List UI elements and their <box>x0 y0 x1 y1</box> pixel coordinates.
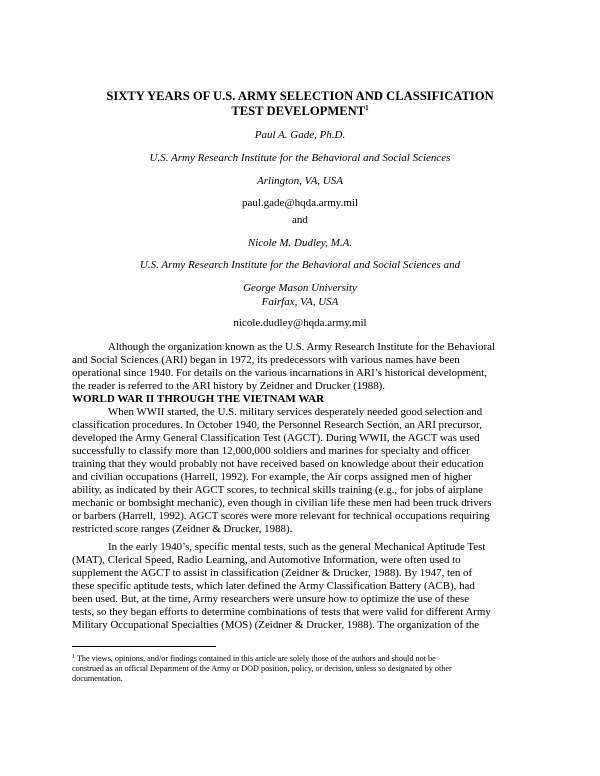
footnote-marker: 1 <box>72 654 75 660</box>
intro-paragraph <box>72 341 532 393</box>
author2-affiliation-1: U.S. Army Research Institute for the Behavioral and Social Sciences and <box>139 259 461 271</box>
footnote-text: The views, opinions, and/or findings contained in this article are solely those of the authors and should not be <box>75 654 436 663</box>
paragraph-line: developed the Army General Classification Test (AGCT). During WWII, the AGCT was used <box>72 432 480 444</box>
paragraph-line: tests, so they began efforts to determine combinations of tests that were valid for different Army <box>72 606 491 618</box>
footnote-line: construed as an official Department of the Army or DOD position, policy, or decision, unless so designated by other <box>72 664 452 674</box>
paragraph-line: ability, as indicated by their AGCT scores, to technical skills training (e.g., for jobs of airplane <box>72 484 484 496</box>
paragraph-line: classification procedures. In October 1940, the Personnel Research Section, an ARI precursor, <box>72 419 482 431</box>
footnote-line: documentation. <box>72 674 123 684</box>
and-separator: and <box>292 214 308 226</box>
paragraph-line: In the early 1940’s, specific mental tests, such as the general Mechanical Aptitude Test <box>108 541 486 553</box>
author2-affiliation-2: George Mason University <box>243 282 357 294</box>
intro-line: the reader is referred to the ARI history by Zeidner and Drucker (1988). <box>72 380 385 392</box>
document-title <box>60 89 540 118</box>
author1-affiliation: U.S. Army Research Institute for the Behavioral and Social Sciences <box>149 152 451 164</box>
paragraph-1 <box>72 406 532 536</box>
footnote <box>72 654 532 685</box>
paragraph-line: When WWII started, the U.S. military services desperately needed good selection and <box>108 406 483 418</box>
paragraph-line: been used. But, at the time, Army researchers were unsure how to optimize the use of these <box>72 593 470 605</box>
intro-line: and Social Sciences (ARI) began in 1972, its predecessors with various names have been <box>72 354 460 366</box>
paragraph-line: mechanic or bombsight mechanic), even though in civilian life these men had been truck drivers <box>72 497 492 509</box>
footnote-divider <box>72 646 216 647</box>
section-heading: WORLD WAR II THROUGH THE VIETNAM WAR <box>72 393 325 405</box>
paragraph-line: restricted score ranges (Zeidner & Drucker, 1988). <box>72 523 293 535</box>
author2-location: Fairfax, VA, USA <box>261 296 339 308</box>
paragraph-line: (MAT), Clerical Speed, Radio Learning, and Automotive Information, were often used to <box>72 554 461 566</box>
paragraph-line: supplement the AGCT to assist in classification (Zeidner & Drucker, 1988). By 1947, ten of <box>72 567 473 579</box>
author1-email: paul.gade@hqda.army.mil <box>241 197 359 209</box>
author1-location: Arlington, VA, USA <box>257 175 343 187</box>
title-line-2: TEST DEVELOPMENT <box>231 103 366 118</box>
author2-name: Nicole M. Dudley, M.A. <box>247 237 353 249</box>
paragraph-line: and civilian occupations (Harrell, 1992). For example, the Air corps assigned men of higher <box>72 471 472 483</box>
paragraph-line: training that they would probably not have received based on knowledge about their education <box>72 458 484 470</box>
title-footnote-marker: 1 <box>365 103 369 112</box>
author2-email: nicole.dudley@hqda.army.mil <box>233 317 367 329</box>
intro-line: operational since 1940. For details on the various incarnations in ARI’s historical development, <box>72 367 487 379</box>
title-line-1: SIXTY YEARS OF U.S. ARMY SELECTION AND CLASSIFICATION <box>106 89 494 103</box>
intro-line: Although the organization known as the U.S. Army Research Institute for the Behavioral <box>108 341 495 353</box>
paragraph-line: successfully to classify more than 12,000,000 soldiers and marines for specialty and officer <box>72 445 470 457</box>
author1-name: Paul A. Gade, Ph.D. <box>254 129 346 141</box>
paragraph-2 <box>72 541 532 632</box>
paragraph-line: these specific aptitude tests, which later defined the Army Classification Battery (ACB), had <box>72 580 475 592</box>
paragraph-line: or barbers (Harrell, 1992). AGCT scores were more relevant for technical occupations requiring <box>72 510 490 522</box>
paragraph-line: Military Occupational Specialties (MOS) (Zeidner & Drucker, 1988). The organization of the <box>72 619 480 631</box>
footnote-line <box>72 654 532 664</box>
